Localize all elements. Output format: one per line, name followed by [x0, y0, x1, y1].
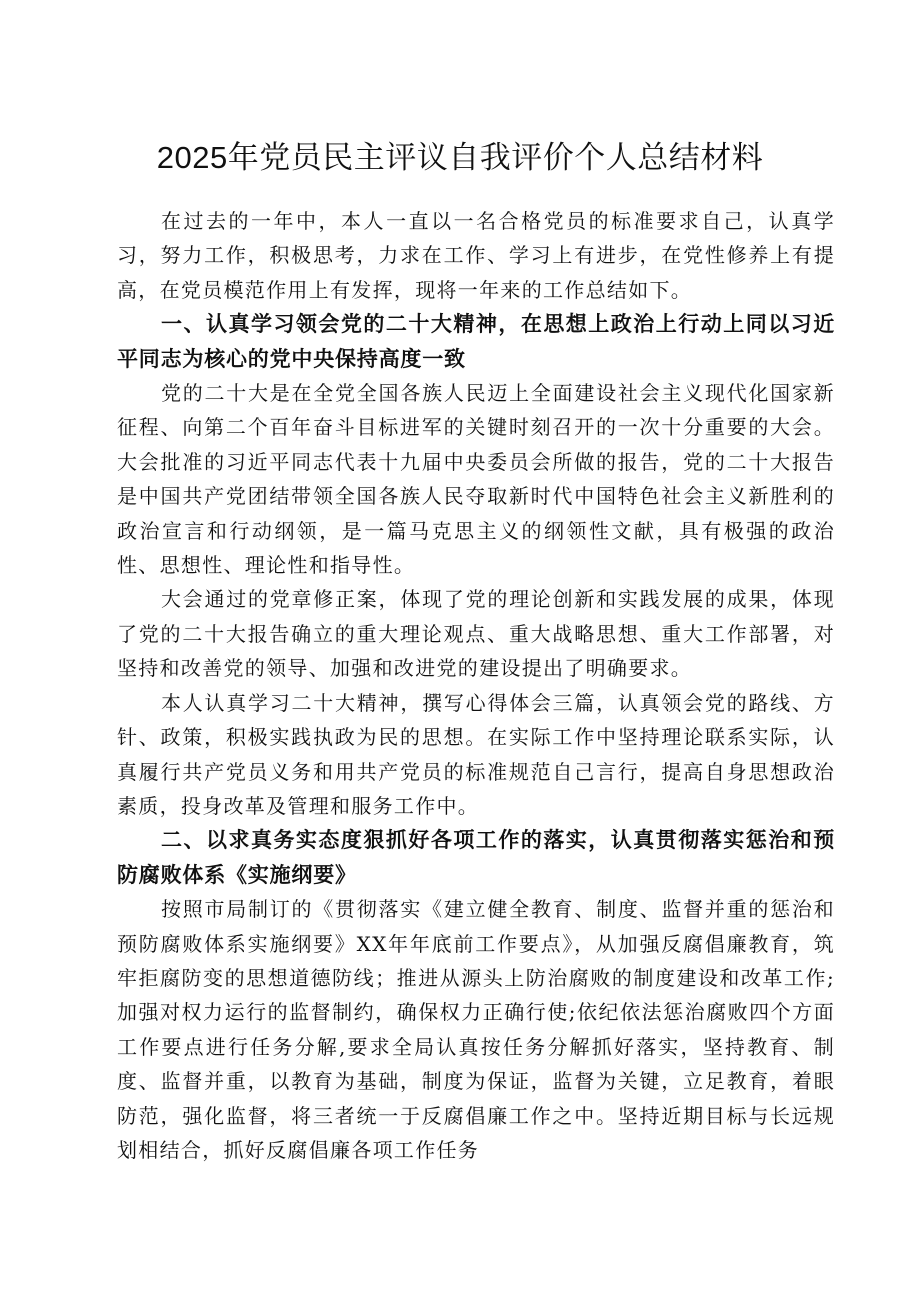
- intro-paragraph: 在过去的一年中，本人一直以一名合格党员的标准要求自己，认真学习，努力工作，积极思考，力求在工作、学习上有进步，在党性修养上有提高，在党员模范作用上有发挥，现将一年来的工作总结如下。: [117, 209, 835, 302]
- paragraph-personal-study: 本人认真学习二十大精神，撰写心得体会三篇，认真领会党的路线、方针、政策，积极实践执政为民的思想。在实际工作中坚持理论联系实际，认真履行共产党员义务和用共产党员的标准规范自己言行，提高自身思想政治素质，投身改革及管理和服务工作中。: [117, 690, 835, 818]
- paragraph-congress: 党的二十大是在全党全国各族人民迈上全面建设社会主义现代化国家新征程、向第二个百年奋斗目标进军的关键时刻召开的一次十分重要的大会。大会批准的习近平同志代表十九届中央委员会所做的报告，党的二十大报告是中国共产党团结带领全国各族人民夺取新时代中国特色社会主义新胜利的政治宣言和行动纲领，是一篇马克思主义的纲领性文献，具有极强的政治性、思想性、理论性和指导性。: [117, 381, 835, 578]
- document-body: [117, 204, 835, 1167]
- document-title: 2025年党员民主评议自我评价个人总结材料: [156, 140, 764, 175]
- paragraph-anti-corruption: 按照市局制订的《贯彻落实《建立健全教育、制度、监督并重的惩治和预防腐败体系实施纲要》XX年年底前工作要点》，从加强反腐倡廉教育，筑牢拒腐防变的思想道德防线；推进从源头上防治腐败的制度建设和改革工作;加强对权力运行的监督制约，确保权力正确行使;依纪依法惩治腐败四个方面工作要点进行任务分解,要求全局认真按任务分解抓好落实，坚持教育、制度、监督并重，以教育为基础，制度为保证，监督为关键，立足教育，着眼防范，强化监督，将三者统一于反腐倡廉工作之中。坚持近期目标与长远规划相结合，抓好反腐倡廉各项工作任务: [117, 897, 835, 1162]
- section-heading-1: 一、认真学习领会党的二十大精神，在思想上政治上行动上同以习近平同志为核心的党中央保持高度一致: [117, 312, 835, 371]
- section-heading-2: 二、以求真务实态度狠抓好各项工作的落实，认真贯彻落实惩治和预防腐败体系《实施纲要》: [117, 828, 835, 887]
- paragraph-constitution: 大会通过的党章修正案，体现了党的理论创新和实践发展的成果，体现了党的二十大报告确立的重大理论观点、重大战略思想、重大工作部署，对坚持和改善党的领导、加强和改进党的建设提出了明确要求。: [117, 587, 835, 681]
